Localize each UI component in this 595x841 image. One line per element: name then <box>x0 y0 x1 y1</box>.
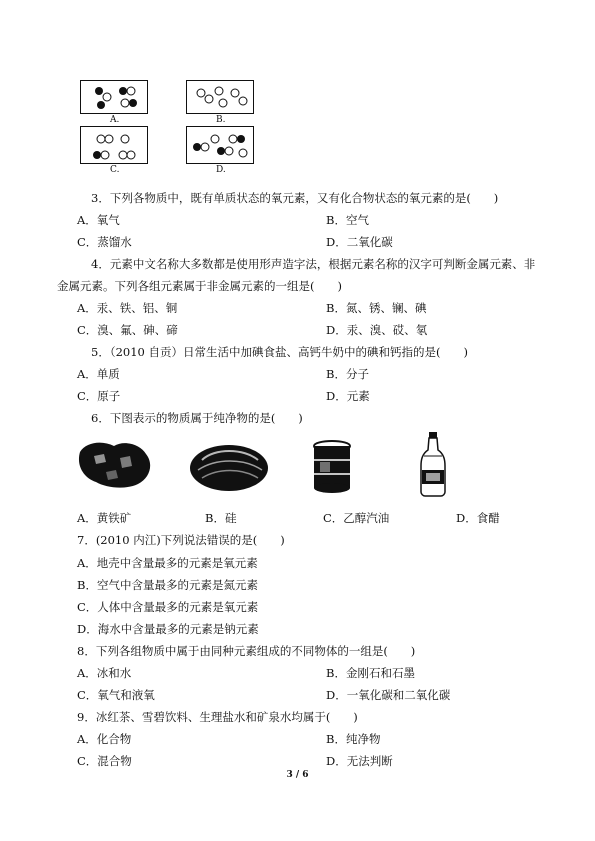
q7-option-c: C．人体中含量最多的元素是氧元素 <box>77 600 259 614</box>
pyrite-image <box>76 438 154 490</box>
q7-option-d: D．海水中含量最多的元素是钠元素 <box>77 622 259 636</box>
figure-c-box <box>80 126 148 164</box>
q7-text: 7．(2010 内江)下列说法错误的是( ) <box>77 533 285 547</box>
figure-a-label: A. <box>110 115 120 125</box>
q6-option-b: B．硅 <box>205 511 237 525</box>
q8-option-a: A．冰和水 <box>77 666 132 680</box>
q5-option-b: B．分子 <box>326 367 369 381</box>
q8-option-d: D．一氧化碳和二氧化碳 <box>326 688 451 702</box>
q3-option-d: D．二氧化碳 <box>326 235 393 249</box>
q8-option-c: C．氧气和液氧 <box>77 688 155 702</box>
q8-text: 8．下列各组物质中属于由同种元素组成的不同物体的一组是( ) <box>77 644 416 658</box>
vinegar-bottle-image <box>420 432 446 496</box>
q4-option-a: A．汞、铁、铝、铜 <box>77 301 178 315</box>
figure-a-box <box>80 80 148 114</box>
q7-option-b: B．空气中含量最多的元素是氮元素 <box>77 578 258 592</box>
q3-option-c: C．蒸馏水 <box>77 235 132 249</box>
silicon-image <box>188 440 270 492</box>
q6-option-c: C．乙醇汽油 <box>323 511 390 525</box>
q9-option-b: B．纯净物 <box>326 732 381 746</box>
q5-text: 5．（2010 自贡）日常生活中加碘食盐、高钙牛奶中的碘和钙指的是( ) <box>91 345 468 359</box>
figure-c-label: C. <box>110 165 120 175</box>
q4-line1: 4．元素中文名称大多数都是使用形声造字法，根据元素名称的汉字可判断金属元素、非 <box>91 257 536 271</box>
figure-d-label: D. <box>216 165 226 175</box>
figure-c-particles <box>81 127 149 165</box>
page-number: 3 / 6 <box>286 770 309 780</box>
q6-option-d: D．食醋 <box>456 511 500 525</box>
q4-option-b: B．氮、锈、镧、碘 <box>326 301 427 315</box>
q9-option-d: D．无法判断 <box>326 754 393 768</box>
q7-option-a: A．地壳中含量最多的元素是氧元素 <box>77 556 258 570</box>
q6-text: 6．下图表示的物质属于纯净物的是( ) <box>91 411 303 425</box>
ethanol-gasoline-barrel-image <box>312 440 352 494</box>
q5-option-c: C．原子 <box>77 389 121 403</box>
figure-b-box <box>186 80 254 114</box>
q9-text: 9．冰红茶、雪碧饮料、生理盐水和矿泉水均属于( ) <box>77 710 358 724</box>
q9-option-a: A．化合物 <box>77 732 132 746</box>
q4-option-d: D．汞、溴、砹、氡 <box>326 323 428 337</box>
q3-option-b: B．空气 <box>326 213 369 227</box>
q5-option-a: A．单质 <box>77 367 120 381</box>
q9-option-c: C．混合物 <box>77 754 132 768</box>
q5-option-d: D．元素 <box>326 389 370 403</box>
q3-option-a: A．氧气 <box>77 213 120 227</box>
q4-line2: 金属元素。下列各组元素属于非金属元素的一组是( ) <box>57 279 342 293</box>
q8-option-b: B．金刚石和石墨 <box>326 666 415 680</box>
figure-b-label: B. <box>216 115 226 125</box>
figure-b-particles <box>187 81 255 115</box>
q4-option-c: C．溴、氟、砷、碲 <box>77 323 178 337</box>
q6-option-a: A．黄铁矿 <box>77 511 132 525</box>
figure-d-box <box>186 126 254 164</box>
figure-d-particles <box>187 127 255 165</box>
q3-text: 3．下列各物质中，既有单质状态的氧元素，又有化合物状态的氧元素的是( ) <box>91 191 499 205</box>
figure-a-particles <box>81 81 149 115</box>
